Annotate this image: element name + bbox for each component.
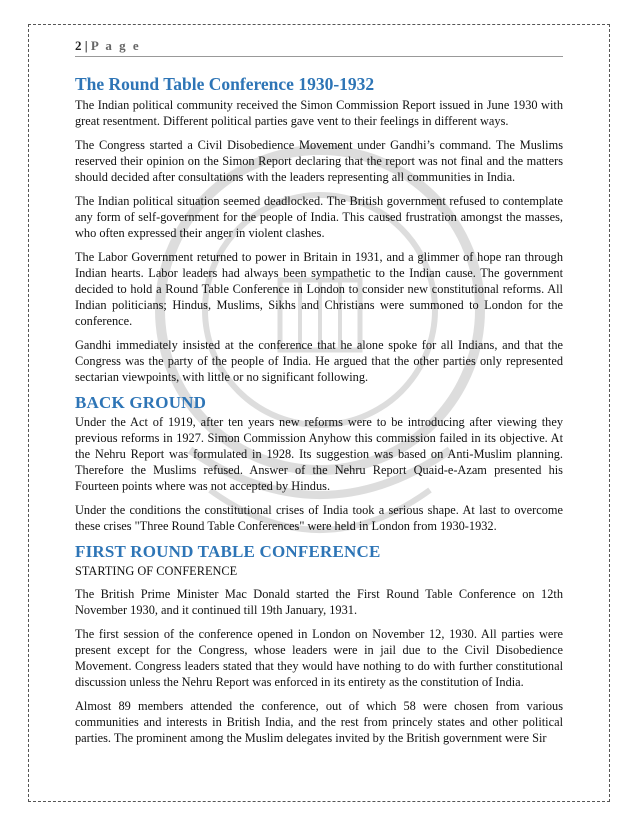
section-heading-first-conference: FIRST ROUND TABLE CONFERENCE (75, 542, 381, 561)
document-body (75, 74, 563, 754)
header-separator: | (81, 38, 91, 53)
paragraph: Under the Act of 1919, after ten years new reforms were to be introducing after viewing they previous reforms in 1927. Simon Commission Anyhow this commission failed in its objective. At the Nehru Report was formulated in 1928. Its suggestion was based on Anti-Muslim planning. Therefore the Muslims refused. Answer of the Nehru Report Quaid-e-Azam presented his Fourteen points where was not accepted by Hindus. (75, 415, 563, 493)
page-label: P a g e (90, 38, 141, 53)
page-number: 2 (75, 38, 82, 53)
paragraph: Almost 89 members attended the conference, out of which 58 were chosen from various communities and interests in British India, and the rest from princely states and other political parties. The prominent among the Muslim delegates invited by the British government were Sir (75, 699, 563, 745)
paragraph: Gandhi immediately insisted at the conference that he alone spoke for all Indians, and that the Congress was the party of the people of India. He argued that the other parties only represented sectarian viewpoints, with little or no significant following. (75, 338, 563, 384)
document-title: The Round Table Conference 1930-1932 (75, 74, 375, 94)
paragraph: The Congress started a Civil Disobedience Movement under Gandhi’s command. The Muslims reserved their opinion on the Simon Report declaring that the report was not final and the matters should decided after consultations with the leaders representing all communities in India. (75, 138, 563, 184)
header-divider (75, 56, 563, 57)
section-heading-background: BACK GROUND (75, 393, 207, 412)
paragraph: The first session of the conference opened in London on November 12, 1930. All parties were present except for the Congress, whose leaders were in jail due to the Civil Disobedience Movement. Congress leaders stated that they would have nothing to do with further constitutional discussion unless the Nehru Report was enforced in its entirety as the constitution of India. (75, 627, 563, 689)
paragraph: The Indian political situation seemed deadlocked. The British government refused to contemplate any form of self-government for the people of India. This caused frustration amongst the masses, who often expressed their anger in violent clashes. (75, 194, 563, 240)
paragraph: The British Prime Minister Mac Donald started the First Round Table Conference on 12th November 1930, and it continued till 19th January, 1931. (75, 587, 563, 617)
subheading: STARTING OF CONFERENCE (75, 564, 238, 578)
paragraph: The Indian political community received the Simon Commission Report issued in June 1930 with great resentment. Different political parties gave vent to their feelings in different ways. (75, 98, 563, 128)
paragraph: Under the conditions the constitutional crises of India took a serious shape. At last to overcome these crises "Three Round Table Conferences" were held in London from 1930-1932. (75, 503, 563, 533)
page-header (75, 38, 141, 54)
paragraph: The Labor Government returned to power in Britain in 1931, and a glimmer of hope ran through Indian hearts. Labor leaders had always been sympathetic to the Indian cause. The government decided to hold a Round Table Conference in London to consider new constitutional reforms. All Indian politicians; Hindus, Muslims, Sikhs and Christians were summoned to London for the conference. (75, 250, 563, 328)
